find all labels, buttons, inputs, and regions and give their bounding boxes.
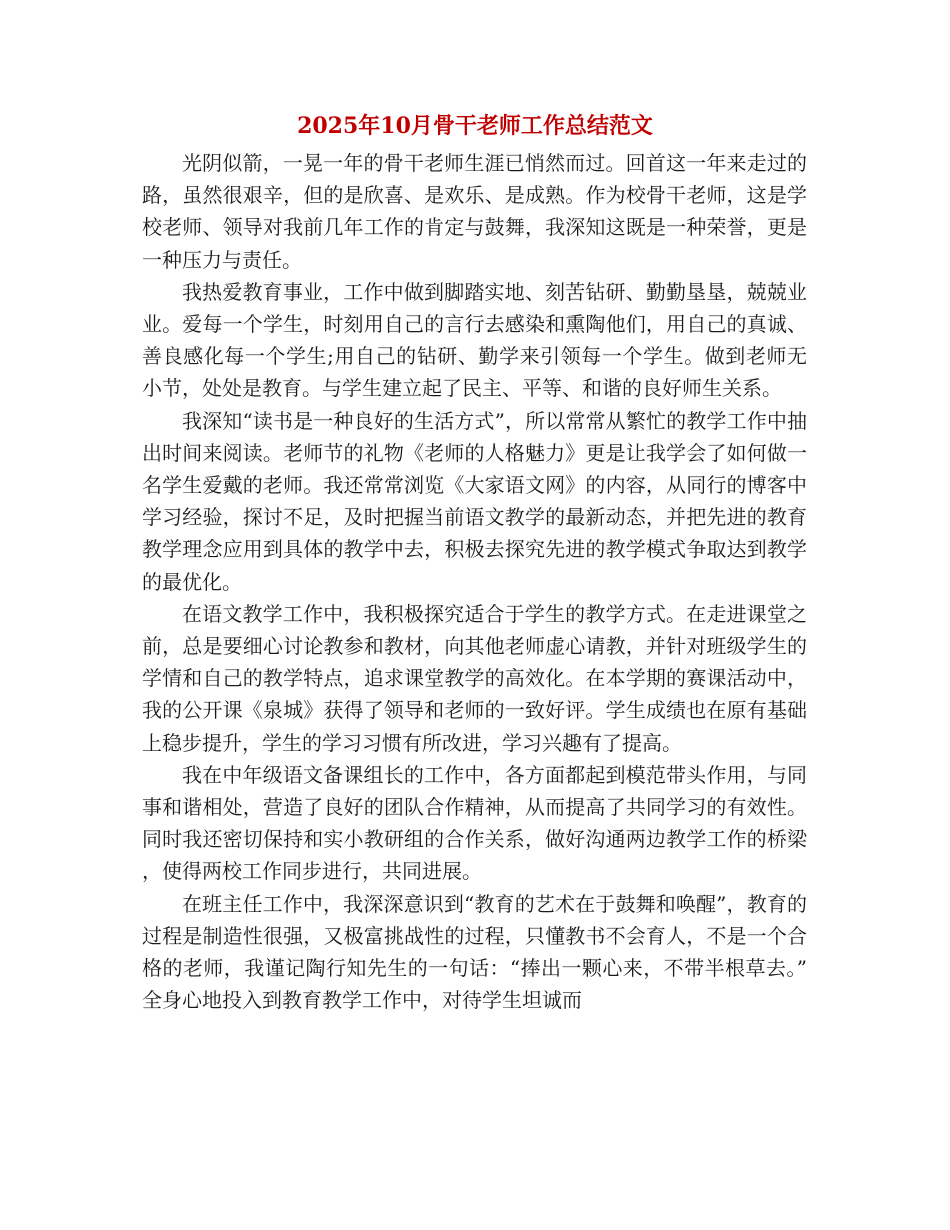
paragraph-5: 我在中年级语文备课组长的工作中，各方面都起到模范带头作用，与同事和谐相处，营造了良好的团队合作精神，从而提高了共同学习的有效性。同时我还密切保持和实小教研组的合作关系，做好沟通两边教学工作的桥梁，使得两校工作同步进行，共同进展。	[142, 762, 807, 884]
document-body	[142, 147, 807, 1016]
paragraph-1: 光阴似箭，一晃一年的骨干老师生涯已悄然而过。回首这一年来走过的路，虽然很艰辛，但的是欣喜、是欢乐、是成熟。作为校骨干老师，这是学校老师、领导对我前几年工作的肯定与鼓舞，我深知这既是一种荣誉，更是一种压力与责任。	[142, 151, 807, 272]
paragraph-4: 在语文教学工作中，我积极探究适合于学生的教学方式。在走进课堂之前，总是要细心讨论教参和教材，向其他老师虚心请教，并针对班级学生的学情和自己的教学特点，追求课堂教学的高效化。在本学期的赛课活动中，我的公开课《泉城》获得了领导和老师的一致好评。学生成绩也在原有基础上稳步提升，学生的学习习惯有所改进，学习兴趣有了提高。	[142, 601, 807, 755]
paragraph-3: 我深知“读书是一种良好的生活方式”，所以常常从繁忙的教学工作中抽出时间来阅读。老师节的礼物《老师的人格魅力》更是让我学会了如何做一名学生爱戴的老师。我还常常浏览《大家语文网》的内容，从同行的博客中学习经验，探讨不足，及时把握当前语文教学的最新动态，并把先进的教育教学理念应用到具体的教学中去，积极去探究先进的教学模式争取达到教学的最优化。	[142, 408, 807, 594]
paragraph-6: 在班主任工作中，我深深意识到“教育的艺术在于鼓舞和唤醒”，教育的过程是制造性很强，又极富挑战性的过程，只懂教书不会育人，不是一个合格的老师，我谨记陶行知先生的一句话：“捧出一颗心来，不带半根草去。”全身心地投入到教育教学工作中，对待学生坦诚而	[142, 891, 807, 1013]
document-title: 2025年10月骨干老师工作总结范文	[297, 113, 653, 139]
paragraph-2: 我热爱教育事业，工作中做到脚踏实地、刻苦钻研、勤勤垦垦，兢兢业业。爱每一个学生，时刻用自己的言行去感染和熏陶他们，用自己的真诚、善良感化每一个学生;用自己的钻研、勤学来引领每一个学生。做到老师无小节，处处是教育。与学生建立起了民主、平等、和谐的良好师生关系。	[142, 279, 807, 401]
